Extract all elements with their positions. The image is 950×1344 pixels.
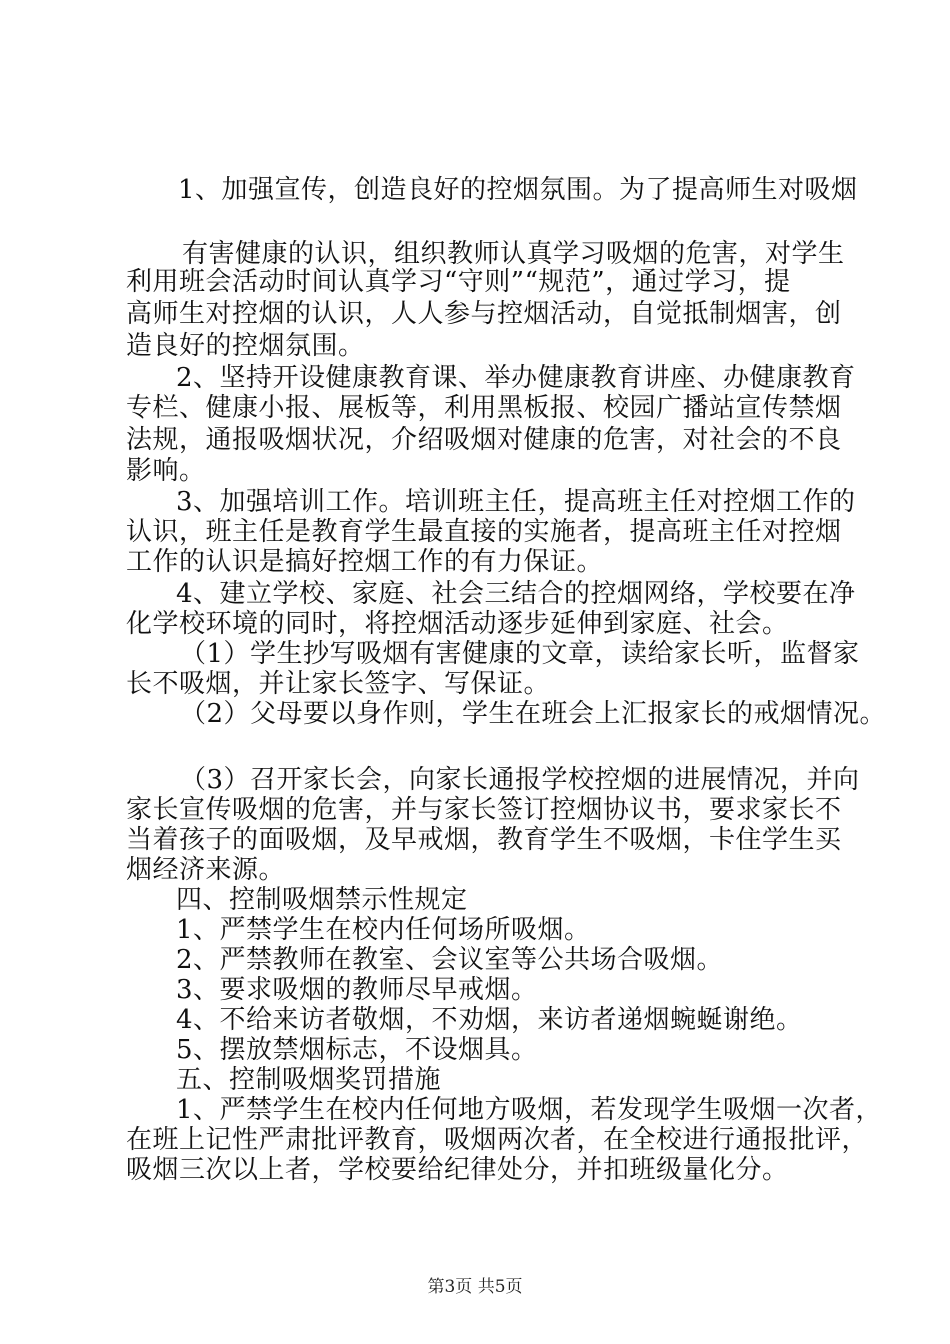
paragraph-line: 4、建立学校、家庭、社会三结合的控烟网络，学校要在净: [176, 579, 856, 609]
paragraph-line: 利用班会活动时间认真学习“守则”“规范”，通过学习，提: [126, 267, 791, 297]
paragraph-line: 化学校环境的同时，将控烟活动逐步延伸到家庭、社会。: [126, 609, 789, 639]
paragraph-line: 在班上记性严肃批评教育，吸烟两次者，在全校进行通报批评，: [126, 1125, 869, 1155]
paragraph-line: 法规，通报吸烟状况，介绍吸烟对健康的危害，对社会的不良: [126, 425, 842, 455]
paragraph-line: 有害健康的认识，组织教师认真学习吸烟的危害，对学生: [182, 239, 845, 269]
paragraph-line: 长不吸烟，并让家长签字、写保证。: [126, 669, 551, 699]
paragraph-line: （1）学生抄写吸烟有害健康的文章，读给家长听，监督家: [180, 639, 860, 669]
paragraph-line: 家长宣传吸烟的危害，并与家长签订控烟协议书，要求家长不: [126, 795, 842, 825]
paragraph-line: 5、摆放禁烟标志，不设烟具。: [176, 1035, 538, 1065]
paragraph-line: 1、加强宣传，创造良好的控烟氛围。为了提高师生对吸烟: [178, 175, 858, 205]
paragraph-line: 认识，班主任是教育学生最直接的实施者，提高班主任对控烟: [126, 517, 842, 547]
paragraph-line: （3）召开家长会，向家长通报学校控烟的进展情况，并向: [180, 765, 860, 795]
section-heading: 四、控制吸烟禁示性规定: [176, 885, 468, 915]
paragraph-line: 造良好的控烟氛围。: [126, 331, 365, 361]
paragraph-line: 3、要求吸烟的教师尽早戒烟。: [176, 975, 538, 1005]
paragraph-line: 专栏、健康小报、展板等，利用黑板报、校园广播站宣传禁烟: [126, 393, 842, 423]
section-heading: 五、控制吸烟奖罚措施: [176, 1065, 442, 1095]
paragraph-line: 1、严禁学生在校内任何地方吸烟，若发现学生吸烟一次者，: [176, 1095, 883, 1125]
paragraph-line: 影响。: [126, 456, 206, 486]
paragraph-line: 2、严禁教师在教室、会议室等公共场合吸烟。: [176, 945, 724, 975]
paragraph-line: 4、不给来访者敬烟，不劝烟，来访者递烟蜿蜒谢绝。: [176, 1005, 803, 1035]
paragraph-line: 当着孩子的面吸烟，及早戒烟，教育学生不吸烟，卡住学生买: [126, 825, 842, 855]
page-number-footer: 第3页 共5页: [427, 1277, 523, 1297]
paragraph-line: 吸烟三次以上者，学校要给纪律处分，并扣班级量化分。: [126, 1155, 789, 1185]
paragraph-line: 烟经济来源。: [126, 855, 286, 885]
paragraph-line: 1、严禁学生在校内任何场所吸烟。: [176, 915, 591, 945]
paragraph-line: （2）父母要以身作则，学生在班会上汇报家长的戒烟情况。: [180, 699, 887, 729]
paragraph-line: 高师生对控烟的认识，人人参与控烟活动，自觉抵制烟害，创: [126, 299, 842, 329]
paragraph-line: 2、坚持开设健康教育课、举办健康教育讲座、办健康教育: [176, 363, 856, 393]
paragraph-line: 3、加强培训工作。培训班主任，提高班主任对控烟工作的: [176, 487, 856, 517]
paragraph-line: 工作的认识是搞好控烟工作的有力保证。: [126, 547, 604, 577]
